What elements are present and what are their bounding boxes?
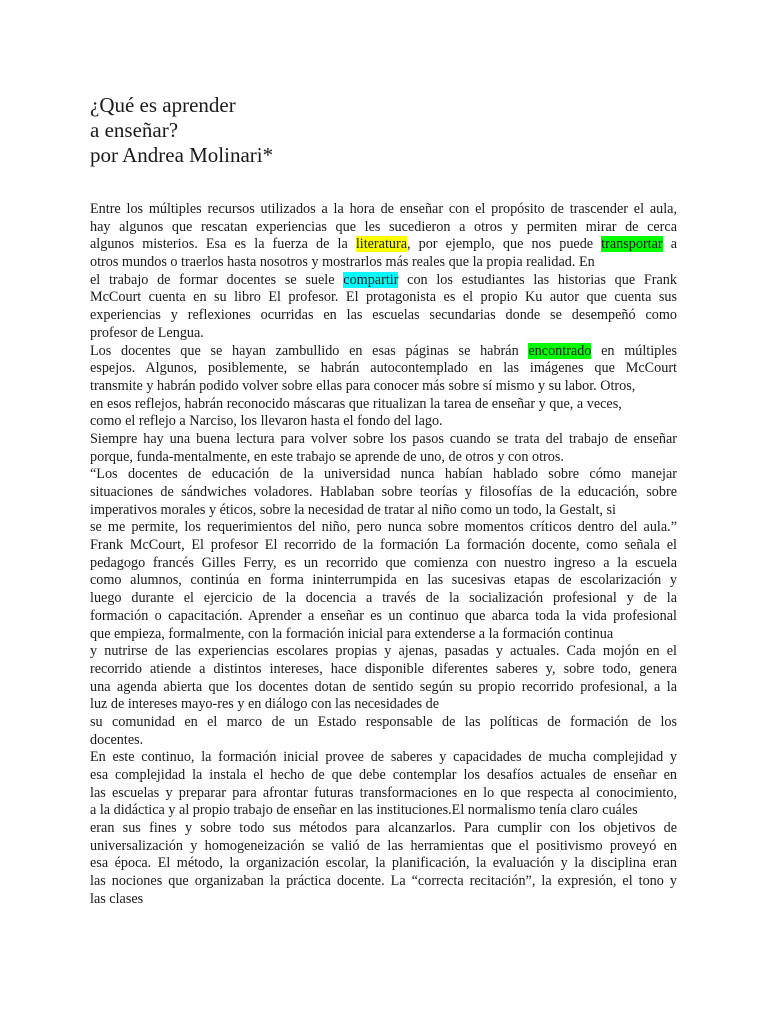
line-text: situaciones de sándwiches voladores. Hablaban sobre teorías y filosofías de la educación, sobre bbox=[90, 484, 677, 500]
highlighted-word: transportar bbox=[601, 236, 663, 253]
line-text: Entre los múltiples recursos utilizados a la hora de enseñar con el propósito de trascender el aula, bbox=[90, 201, 677, 217]
text-line bbox=[90, 820, 677, 838]
line-text: con los estudiantes las historias que Frank bbox=[398, 271, 677, 288]
text-line bbox=[90, 643, 677, 661]
text-line bbox=[90, 502, 677, 520]
line-text: profesor de Lengua. bbox=[90, 324, 204, 341]
text-line bbox=[90, 431, 677, 449]
text-line bbox=[90, 590, 677, 608]
text-line bbox=[90, 714, 677, 732]
text-line bbox=[90, 696, 677, 714]
text-line bbox=[90, 572, 677, 590]
text-line bbox=[90, 555, 677, 573]
title-line-2: a enseñar? bbox=[90, 118, 179, 142]
text-line bbox=[90, 626, 677, 644]
line-text: Frank McCourt, El profesor El recorrido de la formación La formación docente, como señala el bbox=[90, 537, 677, 554]
line-text: a bbox=[662, 236, 677, 253]
line-text: Los docentes que se hayan zambullido en esas páginas se habrán bbox=[90, 342, 529, 359]
line-text: espejos. Algunos, posiblemente, se habrán autocontemplado en las imágenes que McCourt bbox=[90, 360, 677, 377]
document-page bbox=[90, 93, 677, 909]
line-text: esa complejidad la instala el hecho de que debe contemplar los desafíos actuales de enseñar en bbox=[90, 767, 677, 783]
text-line bbox=[90, 254, 677, 272]
line-text: algunos misterios. Esa es la fuerza de la bbox=[90, 236, 356, 253]
line-text: porque, funda-mentalmente, en este trabajo se aprende de uno, de otros y con otros. bbox=[90, 448, 564, 465]
text-line bbox=[90, 236, 677, 254]
line-text: luz de intereses mayo-res y en diálogo con las necesidades de bbox=[90, 696, 440, 713]
line-text: En este continuo, la formación inicial provee de saberes y capacidades de mucha complejidad y bbox=[90, 749, 677, 766]
text-line bbox=[90, 219, 677, 237]
text-line bbox=[90, 537, 677, 555]
text-line bbox=[90, 378, 677, 396]
line-text: “Los docentes de educación de la universidad nunca habían hablado sobre cómo manejar bbox=[90, 466, 677, 483]
line-text: formación o capacitación. Aprender a enseñar es un continuo que abarca toda la vida profesional bbox=[90, 607, 677, 624]
line-text: transmite y habrán podido volver sobre ellas para conocer más sobre sí mismo y su labor. Otros, bbox=[90, 377, 636, 394]
text-line bbox=[90, 873, 677, 891]
document-body bbox=[90, 201, 677, 909]
text-line bbox=[90, 802, 677, 820]
line-text: las escuelas y preparar para afrontar futuras transformaciones en lo que respecta al conocimiento, bbox=[90, 784, 677, 801]
text-line bbox=[90, 325, 677, 343]
line-text: imperativos morales y éticos, sobre la necesidad de tratar al niño como un todo, la Gestalt, si bbox=[90, 501, 616, 518]
text-line bbox=[90, 891, 677, 909]
text-line bbox=[90, 749, 677, 767]
line-text: en múltiples bbox=[591, 342, 677, 359]
title-line-1: ¿Qué es aprender bbox=[90, 93, 236, 117]
line-text: se me permite, los requerimientos del niño, pero nunca sobre momentos críticos dentro del aula.” bbox=[90, 519, 677, 536]
line-text: una agenda abierta que los docentes dotan de sentido según su propio recorrido profesional, a la bbox=[90, 678, 677, 695]
line-text: , por ejemplo, que nos puede bbox=[407, 236, 602, 253]
line-text: hay algunos que rescatan experiencias que les sucedieron a otros y permiten mirar de cerca bbox=[90, 218, 677, 235]
text-line bbox=[90, 272, 677, 290]
line-text: recorrido atiende a distintos intereses, hace disponible diferentes saberes y, sobre todo, genera bbox=[90, 660, 677, 677]
text-line bbox=[90, 679, 677, 697]
line-text: su comunidad en el marco de un Estado responsable de las políticas de formación de los bbox=[90, 713, 677, 730]
line-text: como alumnos, continúa en forma ininterrumpida en las sucesivas etapas de escolarización y bbox=[90, 572, 677, 589]
text-line bbox=[90, 855, 677, 873]
text-line bbox=[90, 608, 677, 626]
text-line bbox=[90, 661, 677, 679]
text-line bbox=[90, 289, 677, 307]
text-line bbox=[90, 519, 677, 537]
line-text: experiencias y reflexiones ocurridas en las escuelas secundarias donde se desempeñó como bbox=[90, 307, 677, 324]
line-text: luego durante el ejercicio de la docencia a través de la socialización profesional y de la bbox=[90, 590, 677, 607]
line-text: otros mundos o traerlos hasta nosotros y mostrarlos más reales que la propia realidad. En bbox=[90, 254, 595, 271]
line-text: Siempre hay una buena lectura para volver sobre los pasos cuando se trata del trabajo de enseñar bbox=[90, 430, 677, 447]
text-line bbox=[90, 360, 677, 378]
text-line bbox=[90, 767, 677, 785]
text-line bbox=[90, 466, 677, 484]
highlighted-word: encontrado bbox=[528, 342, 592, 359]
text-line bbox=[90, 732, 677, 750]
text-line bbox=[90, 484, 677, 502]
line-text: el trabajo de formar docentes se suele bbox=[90, 271, 344, 288]
text-line bbox=[90, 838, 677, 856]
text-line bbox=[90, 413, 677, 431]
line-text: McCourt cuenta en su libro El profesor. El protagonista es el propio Ku autor que cuenta sus bbox=[90, 289, 677, 306]
line-text: las nociones que organizaban la práctica docente. La “correcta recitación”, la expresión, el tono y bbox=[90, 873, 677, 890]
line-text: en esos reflejos, habrán reconocido máscaras que ritualizan la tarea de enseñar y que, a veces, bbox=[90, 395, 622, 412]
line-text: como el reflejo a Narciso, los llevaron hasta el fondo del lago. bbox=[90, 413, 443, 430]
text-line bbox=[90, 343, 677, 361]
line-text: las clases bbox=[90, 890, 144, 907]
text-line bbox=[90, 785, 677, 803]
line-text: pedagogo francés Gilles Ferry, es un recorrido que comienza con nuestro ingreso a la escuela bbox=[90, 554, 677, 571]
text-line bbox=[90, 307, 677, 325]
line-text: esa época. El método, la organización escolar, la planificación, la evaluación y la disciplina eran bbox=[90, 855, 677, 872]
line-text: que empieza, formalmente, con la formación inicial para extenderse a la formación continua bbox=[90, 625, 614, 642]
text-line bbox=[90, 201, 677, 219]
highlighted-word: compartir bbox=[343, 271, 399, 288]
line-text: eran sus fines y sobre todo sus métodos para alcanzarlos. Para cumplir con los objetivos de bbox=[90, 820, 677, 837]
text-line bbox=[90, 449, 677, 467]
text-line bbox=[90, 396, 677, 414]
line-text: y nutrirse de las experiencias escolares propias y ajenas, pasadas y actuales. Cada mojón en el bbox=[90, 643, 677, 660]
line-text: universalización y homogeneización se valió de las herramientas que el positivismo proveyó en bbox=[90, 837, 677, 854]
highlighted-word: literatura bbox=[355, 236, 408, 253]
line-text: a la didáctica y al propio trabajo de enseñar en las instituciones.El normalismo tenía claro cuáles bbox=[90, 802, 638, 819]
line-text: docentes. bbox=[90, 731, 144, 748]
title-line-3: por Andrea Molinari* bbox=[90, 143, 274, 167]
document-title bbox=[90, 93, 677, 168]
